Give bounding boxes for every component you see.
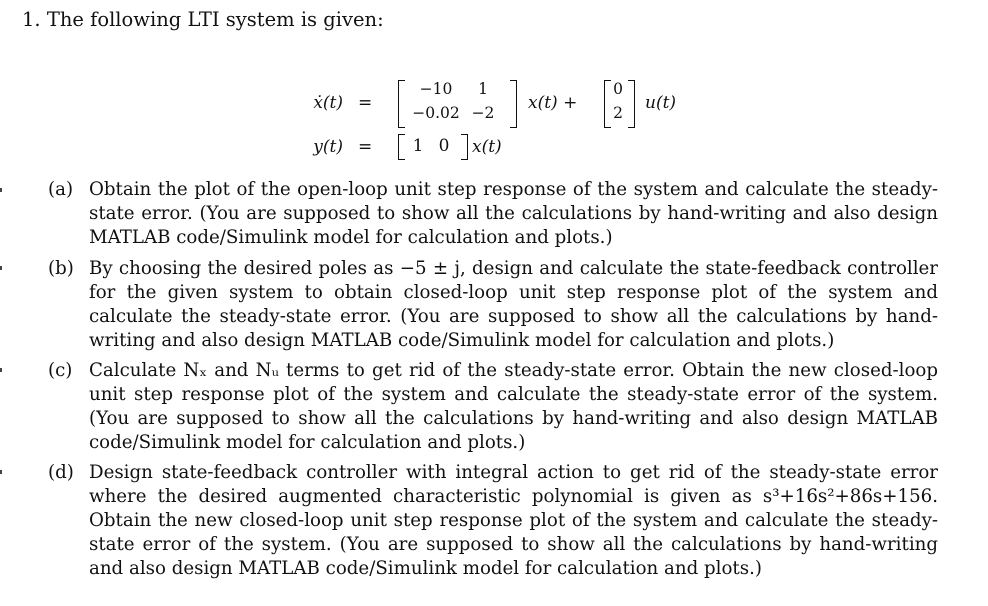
output-equals: = <box>358 137 373 157</box>
matrix-c-left-bracket <box>398 134 405 160</box>
margin-mark <box>0 188 2 192</box>
problem-intro: The following LTI system is given: <box>46 8 384 31</box>
part-b <box>48 257 938 353</box>
matrix-c-1: 1 <box>412 136 424 156</box>
matrix-c-2: 0 <box>438 136 450 156</box>
state-lhs: ẋ(t) <box>313 93 343 113</box>
part-b-text: By choosing the desired poles as −5 ± j, design and calculate the state-feedback controller for the given system to obtain closed-loop unit step response plot of the system and calculate the steady-state error. (You are supposed to show all the calculations by hand-writing and also design MATLAB code/Simulink model for calculation and plots.) <box>89 258 938 351</box>
part-d <box>48 461 938 581</box>
part-c-label: (c) <box>48 360 73 381</box>
part-d-label: (d) <box>48 462 74 483</box>
output-lhs: y(t) <box>313 137 343 157</box>
state-x-term: x(t) + <box>528 93 578 113</box>
matrix-a-left-bracket <box>398 80 405 128</box>
matrix-b-right-bracket <box>628 80 635 128</box>
output-x-term: x(t) <box>472 137 502 157</box>
matrix-a-right-bracket <box>510 80 517 128</box>
matrix-c-right-bracket <box>461 134 468 160</box>
part-d-text: Design state-feedback controller with integral action to get rid of the steady-state error where the desired augmented characteristic polynomial is given as s³+16s²+86s+156. Obtain the new closed-loop unit step response plot of the system and calculate the steady-state error of the system. (You are supposed to show all the calculations by hand-writing and also design MATLAB code/Simulink model for calculation and plots.) <box>89 462 938 579</box>
state-equals: = <box>358 93 373 113</box>
problem-heading <box>22 8 384 31</box>
margin-mark <box>0 470 2 474</box>
matrix-a-21: −0.02 <box>412 104 460 122</box>
part-c <box>48 359 938 455</box>
matrix-a-12: 1 <box>478 80 488 98</box>
problem-number: 1. <box>22 8 41 31</box>
margin-mark <box>0 368 2 372</box>
part-a <box>48 178 938 250</box>
part-c-text: Calculate Nₓ and Nᵤ terms to get rid of the steady-state error. Obtain the new closed-loop unit step response plot of the system and calculate the steady-state error of the system. (You are supposed to show all the calculations by hand-writing and also design MATLAB code/Simulink model for calculation and plots.) <box>89 360 938 453</box>
matrix-b-1: 0 <box>613 80 623 98</box>
margin-mark <box>0 266 2 270</box>
part-a-label: (a) <box>48 179 74 200</box>
part-b-label: (b) <box>48 258 74 279</box>
matrix-a-11: −10 <box>419 80 453 98</box>
part-a-text: Obtain the plot of the open-loop unit step response of the system and calculate the steady-state error. (You are supposed to show all the calculations by hand-writing and also design MATLAB code/Simulink model for calculation and plots.) <box>89 179 938 248</box>
matrix-b-2: 2 <box>613 104 623 122</box>
state-u-term: u(t) <box>645 93 677 113</box>
matrix-a-22: −2 <box>471 104 495 122</box>
